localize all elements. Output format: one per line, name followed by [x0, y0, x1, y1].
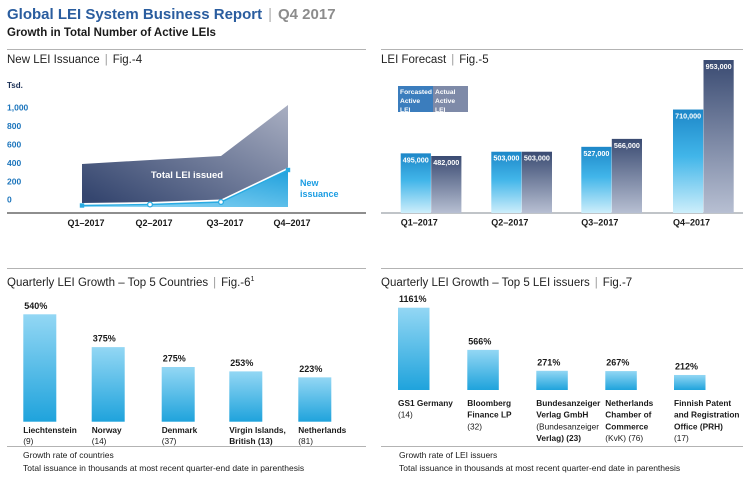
- fig7-footnote-1: Growth rate of LEI issuers: [399, 450, 498, 460]
- x-axis-label: Q2–2017: [491, 217, 529, 228]
- bar-category-label: Denmark: [161, 425, 198, 435]
- y-tick-label: 1,000: [7, 102, 29, 113]
- fig6-footnote-2: Total issuance in thousands at most recent quarter-end date in parenthesis: [23, 463, 305, 473]
- bar-value-label: 566%: [468, 336, 492, 347]
- panel-lei-forecast: [381, 52, 743, 264]
- actual-bar: [612, 139, 642, 213]
- x-axis-label: Q4–2017: [673, 217, 711, 228]
- bar-category-label: Commerce: [605, 421, 649, 432]
- bar-category-label: and Registration: [674, 409, 740, 420]
- bar-category-label: (14): [398, 409, 413, 420]
- panel-top5-countries: [7, 270, 366, 480]
- x-axis-label: Q1–2017: [67, 218, 105, 228]
- fig5-bar-chart: [381, 52, 743, 264]
- x-axis-label: Q3–2017: [581, 217, 619, 228]
- bar-value-label: 527,000: [583, 148, 610, 158]
- fig7-title-text: Quarterly LEI Growth – Top 5 LEI issuers: [381, 276, 590, 289]
- bar-category-label: Netherlands: [605, 398, 654, 408]
- growth-bar: [605, 371, 637, 390]
- bar-category-label: British (13): [229, 436, 273, 446]
- x-axis-label: Q2–2017: [135, 218, 173, 228]
- bar-value-label: 271%: [537, 357, 561, 368]
- bar-category-label: (81): [298, 436, 314, 446]
- divider: [381, 268, 743, 269]
- bar-value-label: 503,000: [523, 153, 550, 163]
- report-subtitle: Growth in Total Number of Active LEIs: [7, 27, 216, 39]
- data-point-marker: [80, 203, 84, 207]
- bar-category-label: Verlag) (23): [536, 433, 582, 444]
- fig6-fig-label: Fig.-6: [221, 276, 251, 289]
- bar-category-label: Bloomberg: [467, 398, 512, 408]
- new-issuance-label: New: [300, 178, 319, 188]
- legend-forecast-line2: Active LEI: [400, 98, 421, 115]
- title-separator: |: [268, 6, 272, 23]
- report-period: Q4 2017: [277, 6, 336, 23]
- growth-bar: [229, 371, 262, 421]
- bar-value-label: 482,000: [433, 158, 460, 167]
- fig6-footnotes: [23, 449, 304, 475]
- y-tick-label: 200: [7, 176, 22, 187]
- fig4-title-text: New LEI Issuance: [7, 54, 100, 66]
- bar-value-label: 953,000: [705, 62, 732, 72]
- bar-value-label: 495,000: [402, 155, 429, 165]
- legend-actual-line1: Actual: [435, 89, 456, 96]
- bar-category-label: Norway: [91, 425, 122, 435]
- x-axis-label: Q1–2017: [400, 217, 438, 228]
- divider: [7, 268, 366, 269]
- divider: [7, 49, 366, 50]
- fig4-title-pipe: |: [104, 54, 108, 66]
- panel-top5-lei-issuers: [381, 270, 743, 480]
- growth-bar: [23, 314, 56, 421]
- growth-bar: [674, 375, 706, 390]
- fig5-title-pipe: |: [451, 54, 455, 66]
- total-lei-issued-label: Total LEI issued: [150, 170, 224, 181]
- actual-bar: [704, 60, 734, 213]
- bar-value-label: 540%: [24, 300, 48, 311]
- growth-bar: [162, 367, 195, 422]
- bar-category-label: Finance LP: [467, 409, 512, 420]
- bar-category-label: (17): [674, 433, 689, 444]
- y-tick-label: 0: [7, 194, 12, 205]
- growth-bar: [298, 377, 331, 421]
- legend-forecast-line1: Forcasted: [400, 89, 432, 96]
- fig6-footnote-1: Growth rate of countries: [23, 450, 114, 460]
- fig7-title-pipe: |: [594, 276, 598, 289]
- bar-category-label: (32): [467, 421, 483, 432]
- fig7-fig-label: Fig.-7: [602, 276, 633, 289]
- bar-category-label: Finnish Patent: [674, 398, 732, 408]
- bar-value-label: 566,000: [613, 140, 640, 150]
- bar-value-label: 212%: [675, 361, 699, 372]
- bar-value-label: 253%: [230, 357, 254, 368]
- bar-category-label: GS1 Germany: [398, 398, 453, 408]
- bar-category-label: Netherlands: [298, 425, 347, 435]
- bar-category-label: Verlag GmbH: [536, 409, 589, 420]
- bar-category-label: Bundesanzeiger: [536, 398, 601, 408]
- growth-bar: [467, 350, 499, 390]
- x-axis-label: Q3–2017: [206, 218, 244, 228]
- legend-forecasted-active-lei: [398, 86, 433, 115]
- data-point-marker: [219, 200, 224, 205]
- bar-category-label: Liechtenstein: [23, 425, 77, 435]
- bar-category-label: (Bundesanzeiger: [536, 421, 600, 432]
- fig5-title-text: LEI Forecast: [381, 54, 447, 66]
- bar-category-label: Chamber of: [605, 409, 652, 420]
- fig7-footnotes: [399, 449, 680, 475]
- bar-category-label: (14): [91, 436, 107, 446]
- fig5-legend: [398, 86, 468, 115]
- fig7-footnote-2: Total issuance in thousands at most recent quarter-end date in parenthesis: [399, 463, 681, 473]
- fig6-title-text: Quarterly LEI Growth – Top 5 Countries: [7, 276, 209, 289]
- divider: [381, 49, 743, 50]
- panel-new-lei-issuance: [7, 52, 366, 264]
- bar-value-label: 267%: [606, 357, 630, 368]
- report-title: [7, 6, 336, 23]
- growth-bar: [398, 308, 430, 390]
- y-tick-label: 600: [7, 139, 22, 150]
- bar-value-label: 503,000: [493, 153, 520, 163]
- growth-bar: [536, 371, 568, 390]
- bar-category-label: Office (PRH): [674, 421, 723, 432]
- y-tick-label: 400: [7, 157, 22, 168]
- forecast-bar: [673, 110, 703, 213]
- fig4-unit-label: Tsd.: [7, 81, 23, 90]
- bar-category-label: (9): [23, 436, 34, 446]
- bar-category-label: (KvK) (76): [605, 433, 644, 444]
- bar-value-label: 1161%: [399, 294, 427, 305]
- fig6-footnote-marker: 1: [250, 276, 255, 283]
- data-point-marker: [148, 202, 153, 207]
- bar-category-label: Virgin Islands,: [229, 425, 286, 435]
- bar-value-label: 710,000: [675, 111, 702, 121]
- fig6-title-pipe: |: [213, 276, 217, 289]
- fig4-fig-label: Fig.-4: [112, 54, 143, 66]
- growth-bar: [92, 347, 125, 422]
- report-title-text: Global LEI System Business Report: [7, 6, 263, 23]
- bar-value-label: 375%: [92, 333, 116, 344]
- bar-value-label: 275%: [162, 353, 186, 364]
- y-tick-label: 800: [7, 121, 22, 132]
- fig4-area-chart: [7, 52, 366, 264]
- bar-value-label: 223%: [299, 363, 323, 374]
- x-axis-label: Q4–2017: [273, 218, 311, 228]
- legend-actual-line2: Active LEI: [435, 98, 456, 115]
- new-issuance-label: issuance: [300, 189, 339, 199]
- fig5-fig-label: Fig.-5: [459, 54, 489, 66]
- bar-category-label: (37): [161, 436, 177, 446]
- data-point-marker: [286, 168, 290, 172]
- legend-actual-active-lei: [433, 86, 468, 115]
